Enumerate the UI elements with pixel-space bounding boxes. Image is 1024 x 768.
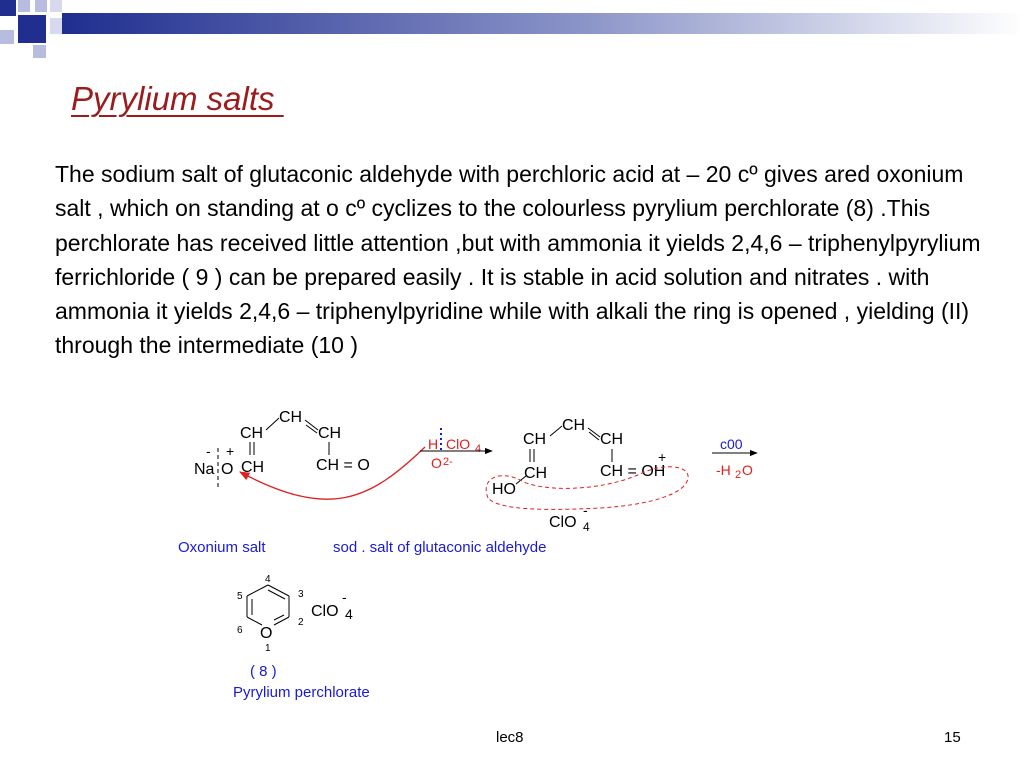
ring-double-bond	[274, 615, 284, 620]
atom-label: CH	[523, 431, 547, 448]
bond	[589, 432, 599, 440]
slide-title: Pyrylium salts	[71, 80, 284, 117]
ring-double-bond	[268, 590, 285, 599]
reagent-bottom-post: O	[742, 462, 753, 478]
ring-number: 2	[298, 617, 304, 628]
ring-number: 1	[265, 643, 271, 654]
middle-intermediate-structure	[492, 417, 666, 534]
reagent-clo4-sub: 4	[475, 443, 482, 455]
counter-ion-charge: -	[342, 589, 347, 605]
atom-label: HO	[492, 481, 516, 498]
label-pyrylium-perchlorate: Pyrylium perchlorate	[233, 684, 370, 701]
atom-label: CH	[240, 425, 264, 442]
reagent-bottom-sub: 2	[735, 469, 742, 481]
reagent-perchloric-acid	[428, 436, 481, 471]
ring-bond	[247, 617, 262, 625]
charge-minus: -	[206, 443, 211, 459]
atom-label: CH = OH	[600, 463, 666, 480]
reagent-h: H	[428, 436, 439, 452]
label-oxonium-salt: Oxonium salt	[178, 539, 266, 556]
charge-plus: +	[658, 449, 667, 465]
reagent-bottom: -H	[716, 462, 731, 478]
atom-label: CH	[600, 431, 624, 448]
ring-number: 6	[237, 625, 243, 636]
footer-lecture: lec8	[496, 729, 524, 746]
ring-bond	[274, 617, 289, 625]
reagent-o: O	[431, 455, 442, 471]
label-sodium-salt: sod . salt of glutaconic aldehyde	[333, 539, 547, 556]
counter-ion: ClO	[311, 603, 339, 620]
bond	[306, 425, 317, 433]
bond	[266, 418, 279, 430]
ring-number: 3	[298, 589, 304, 600]
ring-bond	[247, 585, 268, 596]
pyrylium-structure	[237, 574, 353, 654]
atom-label: CH	[524, 465, 548, 482]
atom-label: O	[221, 461, 234, 478]
charge-plus: +	[226, 443, 235, 459]
ring-bond	[268, 585, 289, 596]
compound-number: ( 8 )	[250, 663, 277, 680]
counter-ion-charge: -	[583, 502, 588, 518]
oxonium-salt-structure	[194, 409, 370, 490]
atom-label: Na	[194, 461, 215, 478]
ring-number: 4	[265, 574, 271, 585]
reagent-o-charge: 2-	[443, 456, 453, 468]
reagent-top: c00	[720, 436, 743, 452]
reagent-clo4: ClO	[446, 436, 471, 452]
atom-label: CH	[241, 459, 265, 476]
ring-number: 5	[237, 591, 243, 602]
page-number: 15	[944, 729, 961, 746]
counter-ion-sub: 4	[583, 520, 590, 534]
atom-label: CH	[562, 417, 586, 434]
ring-oxygen: O	[260, 625, 273, 642]
counter-ion: ClO	[549, 514, 577, 531]
reagent-cyclization	[716, 436, 753, 481]
bond	[550, 426, 562, 436]
counter-ion-sub: 4	[345, 606, 353, 622]
atom-label: CH = O	[316, 457, 370, 474]
atom-label: CH	[318, 425, 342, 442]
atom-label: CH	[279, 409, 303, 426]
body-paragraph: The sodium salt of glutaconic aldehyde with perchloric acid at – 20 cº gives ared oxonium salt , which on standing at o cº cyclizes to the colourless pyrylium perchlorate (8) .This perchlorate has received little attention ,but with ammonia it yields 2,4,6 – triphenylpyrylium ferrichloride ( 9 ) can be prepared easily . It is stable in acid solution and nitrates . with ammonia it yields 2,4,6 – triphenylpyridine while with alkali the ring is opened , yielding (II) through the intermediate (10 )	[55, 161, 981, 359]
